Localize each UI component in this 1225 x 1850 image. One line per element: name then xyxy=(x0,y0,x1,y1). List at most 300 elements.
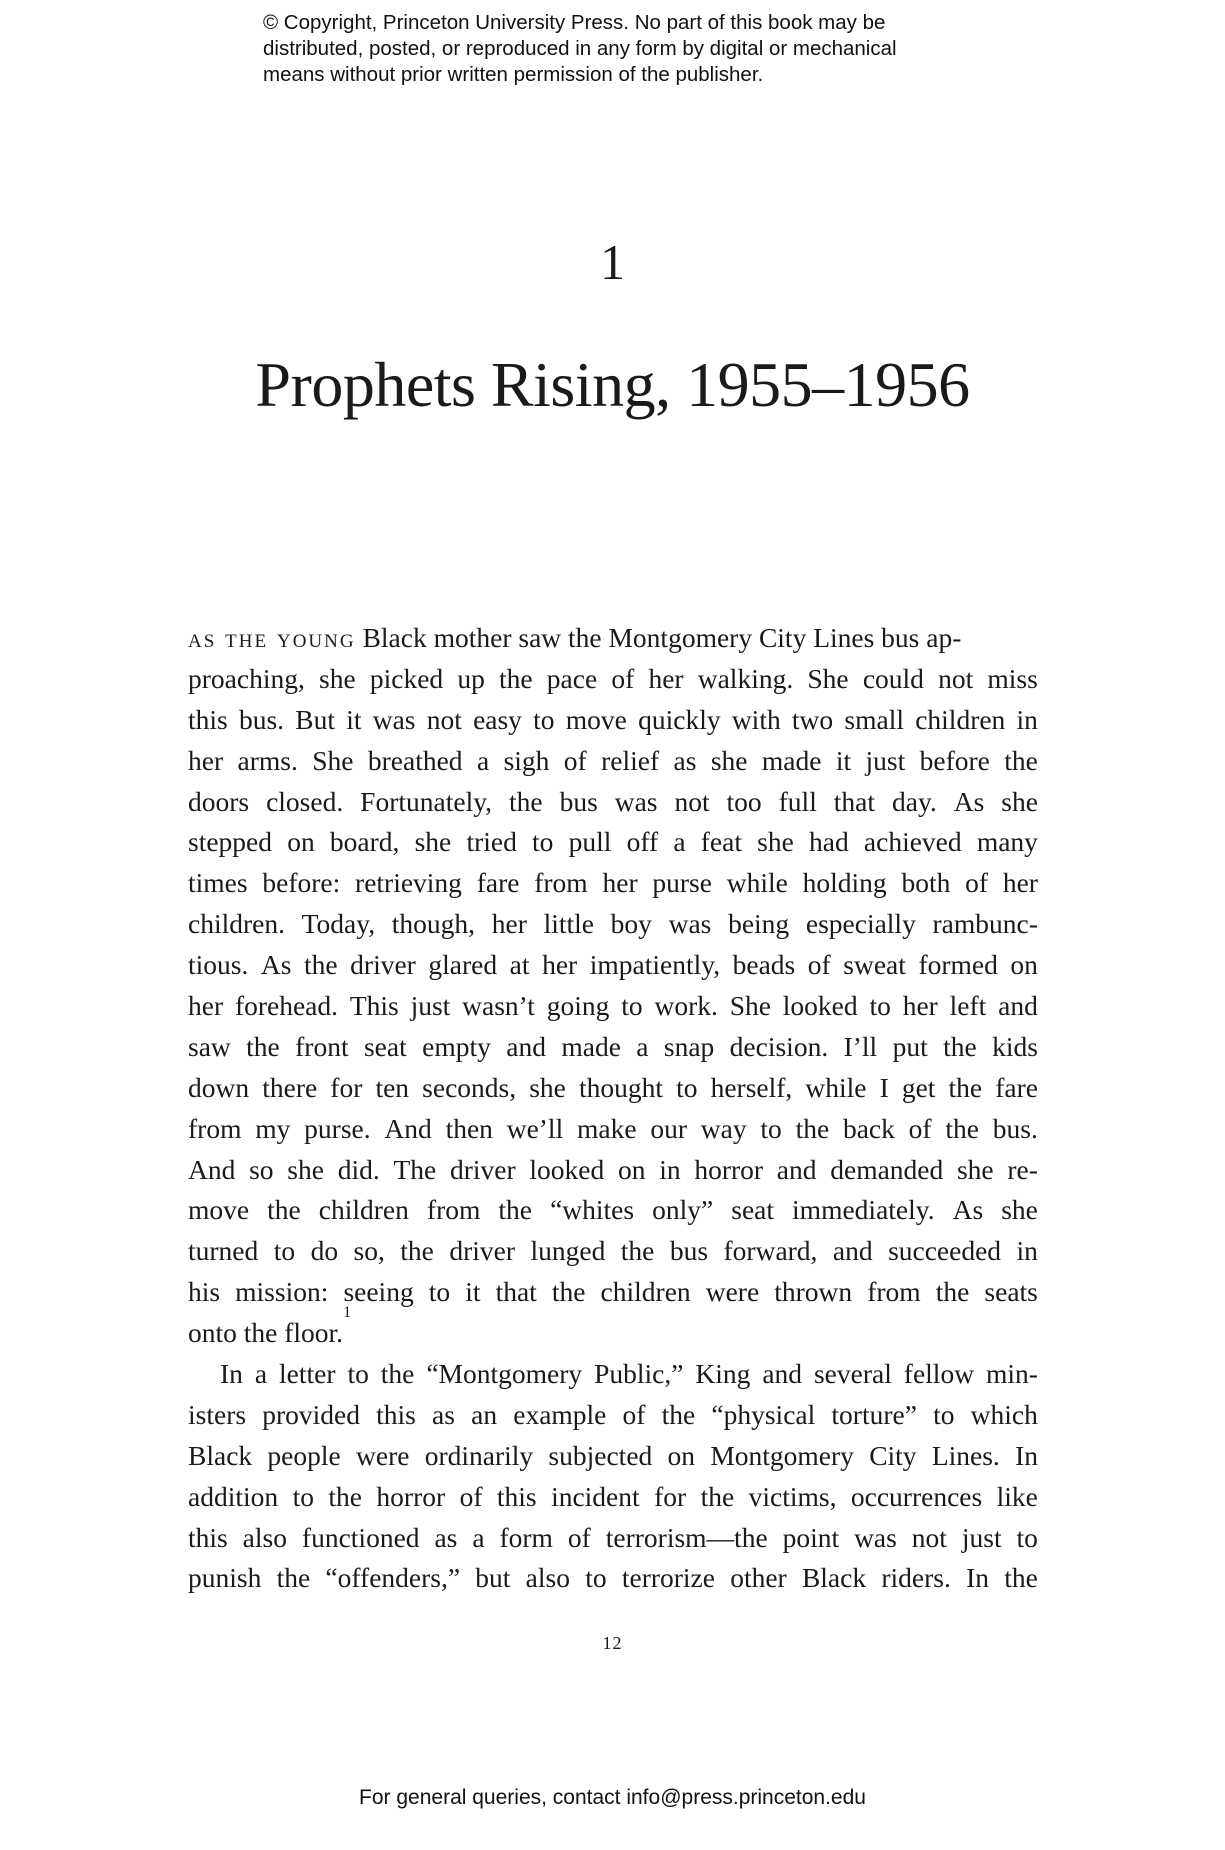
word: Fortunately, xyxy=(360,785,493,817)
word: a xyxy=(254,1358,268,1390)
text-line xyxy=(188,1354,1038,1395)
word: up xyxy=(457,662,485,694)
word: As xyxy=(260,949,292,981)
word: a xyxy=(472,1521,485,1553)
word: her xyxy=(188,990,224,1022)
word: were xyxy=(356,1439,410,1471)
word: not xyxy=(911,1521,947,1553)
word: incident xyxy=(551,1480,640,1512)
word: driver xyxy=(350,949,416,981)
text-line xyxy=(188,1231,1038,1272)
word: City xyxy=(869,1439,917,1471)
word: that xyxy=(833,785,876,817)
word: children xyxy=(915,703,1006,735)
word: especially xyxy=(805,908,916,940)
word: to xyxy=(676,1071,698,1103)
word: to xyxy=(532,826,554,858)
word: Today, xyxy=(301,908,376,940)
word: wasn’t xyxy=(462,990,535,1022)
word: for xyxy=(654,1480,687,1512)
text-line xyxy=(188,1190,1038,1231)
word: before: xyxy=(262,867,341,899)
word: on xyxy=(667,1439,696,1471)
word: a xyxy=(476,744,490,776)
word: on xyxy=(1010,949,1038,981)
word: “Montgomery xyxy=(426,1358,583,1390)
word: small xyxy=(844,703,904,735)
word: from xyxy=(188,1112,242,1144)
word: seconds, xyxy=(422,1071,517,1103)
text-line xyxy=(188,1304,1038,1354)
word: impatiently, xyxy=(589,949,721,981)
word: She xyxy=(729,990,771,1022)
word: demanded xyxy=(830,1153,944,1185)
word: pace xyxy=(546,662,598,694)
word: herself, xyxy=(710,1071,793,1103)
word: retrieving xyxy=(355,867,462,899)
word: as xyxy=(432,1398,455,1430)
word: bus xyxy=(669,1235,709,1267)
word: of xyxy=(622,1398,646,1430)
word: sweat xyxy=(843,949,906,981)
word: a xyxy=(636,1030,649,1062)
text-line xyxy=(188,822,1038,863)
word: walking. xyxy=(697,662,794,694)
word: miss xyxy=(987,662,1038,694)
word: before xyxy=(919,744,990,776)
text-line xyxy=(188,741,1038,782)
word: there xyxy=(262,1071,318,1103)
word: thrown xyxy=(774,1276,853,1308)
word: the xyxy=(246,1030,280,1062)
word: looked xyxy=(782,990,858,1022)
word: riders. xyxy=(881,1562,951,1594)
chapter-number: 1 xyxy=(600,234,625,290)
word: stepped xyxy=(188,826,273,858)
word: were xyxy=(705,1276,760,1308)
copyright-line: © Copyright, Princeton University Press. No part of this book may be xyxy=(263,11,886,34)
word: it xyxy=(465,1276,481,1308)
word: her xyxy=(1002,867,1038,899)
word: And xyxy=(384,1112,432,1144)
word: turned xyxy=(188,1235,259,1267)
line-text: Black mother saw the Montgomery City Lines bus ap- xyxy=(362,622,962,653)
word: she xyxy=(287,1153,324,1185)
word: quickly xyxy=(638,703,721,735)
word: of xyxy=(611,662,635,694)
copyright-notice xyxy=(263,10,1023,88)
word: ordinarily xyxy=(424,1439,534,1471)
word: of xyxy=(567,1521,591,1553)
word: rambunc- xyxy=(932,908,1038,940)
word: fellow xyxy=(903,1358,975,1390)
word: I xyxy=(879,1071,889,1103)
footer-contact: For general queries, contact info@press.princeton.edu xyxy=(359,1786,866,1809)
word: punish xyxy=(188,1562,262,1594)
text-line xyxy=(188,1518,1038,1559)
word: her xyxy=(542,949,578,981)
word: my xyxy=(255,1112,291,1144)
text-line xyxy=(188,618,1038,659)
word: only” xyxy=(652,1194,714,1226)
word: from xyxy=(426,1194,481,1226)
word: was xyxy=(372,703,416,735)
word: terrorism—the xyxy=(605,1521,768,1553)
word: of xyxy=(563,744,587,776)
word: going xyxy=(546,990,610,1022)
word: “physical xyxy=(711,1398,816,1430)
word: And xyxy=(188,1153,236,1185)
word: like xyxy=(996,1480,1038,1512)
word: and xyxy=(762,1358,803,1390)
word: just xyxy=(410,990,451,1022)
body-text xyxy=(188,618,1038,1599)
word: she xyxy=(710,744,748,776)
word: her xyxy=(602,867,638,899)
text-line xyxy=(188,945,1038,986)
word: did. xyxy=(337,1153,380,1185)
word: In xyxy=(1015,1439,1038,1471)
word: relief xyxy=(601,744,660,776)
word: King xyxy=(695,1358,751,1390)
word: to xyxy=(621,990,643,1022)
word: to xyxy=(292,1480,314,1512)
word: of xyxy=(459,1480,483,1512)
word: children xyxy=(600,1276,691,1308)
copyright-line: distributed, posted, or reproduced in any form by digital or mechanical xyxy=(263,37,897,60)
word: her xyxy=(902,990,938,1022)
word: it xyxy=(346,703,362,735)
word: easy xyxy=(473,703,522,735)
word: the xyxy=(498,1194,533,1226)
word: seat xyxy=(363,1030,407,1062)
word: and xyxy=(832,1235,873,1267)
word: tious. xyxy=(188,949,249,981)
word: had xyxy=(809,826,849,858)
word: put xyxy=(892,1030,928,1062)
word: the xyxy=(304,949,338,981)
word: to xyxy=(1016,1521,1038,1553)
word: lunged xyxy=(530,1235,606,1267)
word: it xyxy=(835,744,852,776)
text-line xyxy=(188,1027,1038,1068)
word: made xyxy=(561,1030,621,1062)
word: example xyxy=(513,1398,607,1430)
word: In xyxy=(966,1562,989,1594)
word: to xyxy=(760,1112,782,1144)
word: Black xyxy=(188,1439,253,1471)
word: glared xyxy=(428,949,498,981)
word: not xyxy=(674,785,710,817)
word: we’ll xyxy=(506,1112,564,1144)
word: while xyxy=(726,867,788,899)
word: too xyxy=(726,785,762,817)
word: She xyxy=(312,744,354,776)
word: but xyxy=(475,1562,511,1594)
word: was xyxy=(668,908,712,940)
word: torture” xyxy=(831,1398,917,1430)
word: seat xyxy=(731,1194,775,1226)
word: the xyxy=(795,1112,830,1144)
text-line xyxy=(188,700,1038,741)
word: left xyxy=(949,990,987,1022)
text-line xyxy=(188,1068,1038,1109)
word: though, xyxy=(391,908,476,940)
word: of xyxy=(965,867,989,899)
word: to xyxy=(428,1276,451,1308)
word: the xyxy=(380,1358,415,1390)
word: driver xyxy=(449,1235,516,1267)
word: work. xyxy=(654,990,718,1022)
word: the xyxy=(267,1194,301,1226)
word: then xyxy=(445,1112,493,1144)
text-line xyxy=(188,986,1038,1027)
word: her xyxy=(491,908,527,940)
word: I’ll xyxy=(843,1030,878,1062)
word: the xyxy=(276,1562,311,1594)
word: She xyxy=(807,662,849,694)
word: and xyxy=(776,1153,817,1185)
word: Lines. xyxy=(931,1439,1000,1471)
footnote-marker[interactable]: 1 xyxy=(343,1304,352,1322)
text-line xyxy=(188,1150,1038,1191)
word: seeing xyxy=(343,1276,414,1308)
word: little xyxy=(543,908,594,940)
word: the xyxy=(935,1276,970,1308)
word: her xyxy=(188,744,224,776)
word: addition xyxy=(188,1480,279,1512)
word: move xyxy=(565,703,627,735)
word: with xyxy=(731,703,781,735)
word: for xyxy=(330,1071,363,1103)
word: people xyxy=(267,1439,341,1471)
word: two xyxy=(791,703,834,735)
word: boy xyxy=(610,908,652,940)
opening-smallcaps: as the young xyxy=(188,622,356,653)
word: this xyxy=(188,703,228,735)
word: min- xyxy=(986,1358,1038,1390)
word: which xyxy=(970,1398,1038,1430)
word: get xyxy=(901,1071,936,1103)
word: of xyxy=(807,949,831,981)
word: his xyxy=(188,1276,221,1308)
word: as xyxy=(673,744,697,776)
word: was xyxy=(614,785,658,817)
word: made xyxy=(761,744,822,776)
word: bus. xyxy=(238,703,285,735)
page-number: 12 xyxy=(602,1633,623,1653)
word: the xyxy=(943,1030,977,1062)
word: an xyxy=(471,1398,498,1430)
word: full xyxy=(778,785,817,817)
word: occurrences xyxy=(850,1480,983,1512)
word: breathed xyxy=(367,744,463,776)
word: terrorize xyxy=(621,1562,715,1594)
word: in xyxy=(1016,1235,1038,1267)
word: while xyxy=(805,1071,867,1103)
word: proaching, xyxy=(188,662,305,694)
word: front xyxy=(295,1030,349,1062)
word: move xyxy=(188,1194,250,1226)
word: she xyxy=(1001,1194,1038,1226)
word: “whites xyxy=(550,1194,635,1226)
word: both xyxy=(901,867,951,899)
word: so xyxy=(249,1153,274,1185)
word: Montgomery xyxy=(710,1439,854,1471)
word: just xyxy=(865,744,906,776)
word: seats xyxy=(984,1276,1038,1308)
word: re- xyxy=(1007,1153,1038,1185)
word: victims, xyxy=(748,1480,837,1512)
word: ten xyxy=(375,1071,410,1103)
word: fare xyxy=(995,1071,1038,1103)
word: saw xyxy=(188,1030,231,1062)
word: she xyxy=(529,1071,566,1103)
word: mission: xyxy=(235,1276,329,1308)
word: kids xyxy=(992,1030,1038,1062)
word: functioned xyxy=(301,1521,420,1553)
text-line xyxy=(188,1477,1038,1518)
text-line xyxy=(188,1558,1038,1599)
word: formed xyxy=(918,949,998,981)
word: that xyxy=(495,1276,537,1308)
word: to xyxy=(347,1358,369,1390)
word: driver xyxy=(449,1153,516,1185)
word: Black xyxy=(801,1562,867,1594)
word: also xyxy=(525,1562,570,1594)
word: so, xyxy=(353,1235,385,1267)
text-line xyxy=(188,1109,1038,1150)
word: just xyxy=(961,1521,1002,1553)
word: subjected xyxy=(548,1439,653,1471)
word: on xyxy=(287,826,315,858)
word: to xyxy=(869,990,891,1022)
word: do xyxy=(310,1235,339,1267)
word: snap xyxy=(663,1030,715,1062)
word: children xyxy=(318,1194,409,1226)
word: the xyxy=(499,662,533,694)
word: children. xyxy=(188,908,285,940)
word: looked xyxy=(529,1153,605,1185)
line-text: onto the floor. xyxy=(188,1317,344,1349)
word: arms. xyxy=(237,744,298,776)
word: “offenders,” xyxy=(325,1562,461,1594)
word: bus. xyxy=(992,1112,1038,1144)
text-line xyxy=(188,782,1038,823)
word: feat xyxy=(700,826,742,858)
word: this xyxy=(376,1398,416,1430)
word: her xyxy=(648,662,684,694)
word: the xyxy=(661,1398,696,1430)
word: other xyxy=(730,1562,787,1594)
word: many xyxy=(976,826,1038,858)
word: this xyxy=(496,1480,537,1512)
word: this xyxy=(188,1521,228,1553)
chapter-title: Prophets Rising, 1955–1956 xyxy=(255,349,970,420)
text-line xyxy=(188,1436,1038,1477)
word: as xyxy=(434,1521,458,1553)
text-line xyxy=(188,863,1038,904)
word: she xyxy=(1001,785,1038,817)
word: horror xyxy=(376,1480,446,1512)
word: purse. xyxy=(304,1112,371,1144)
text-line xyxy=(188,1272,1038,1313)
word: bus xyxy=(559,785,598,817)
word: horror xyxy=(694,1153,764,1185)
word: Public,” xyxy=(594,1358,684,1390)
word: holding xyxy=(802,867,887,899)
word: succeeded xyxy=(888,1235,1002,1267)
text-line xyxy=(188,904,1038,945)
word: not xyxy=(938,662,974,694)
word: achieved xyxy=(863,826,962,858)
word: doors xyxy=(188,785,250,817)
text-line xyxy=(188,1395,1038,1436)
word: in xyxy=(1016,703,1038,735)
word: she xyxy=(414,826,452,858)
word: off xyxy=(626,826,659,858)
word: purse xyxy=(652,867,712,899)
word: pull xyxy=(568,826,612,858)
word: letter xyxy=(279,1358,336,1390)
word: from xyxy=(867,1276,921,1308)
word: to xyxy=(933,1398,955,1430)
word: sigh xyxy=(503,744,550,776)
word: the xyxy=(948,1071,983,1103)
word: to xyxy=(273,1235,296,1267)
word: in xyxy=(659,1153,681,1185)
word: This xyxy=(349,990,399,1022)
word: day. xyxy=(892,785,937,817)
word: a xyxy=(673,826,686,858)
word: the xyxy=(1004,1562,1038,1594)
word: forehead. xyxy=(234,990,339,1022)
copyright-line: means without prior written permission of the publisher. xyxy=(263,63,764,86)
word: forward, xyxy=(723,1235,818,1267)
word: to xyxy=(585,1562,607,1594)
word: But xyxy=(295,703,335,735)
word: provided xyxy=(262,1398,360,1430)
word: fare xyxy=(476,867,520,899)
word: being xyxy=(728,908,790,940)
word: she xyxy=(956,1153,994,1185)
word: down xyxy=(188,1071,250,1103)
word: way xyxy=(700,1112,747,1144)
word: form xyxy=(499,1521,553,1553)
word: from xyxy=(534,867,588,899)
word: not xyxy=(426,703,462,735)
word: and xyxy=(998,990,1038,1022)
word: the xyxy=(945,1112,979,1144)
word: and xyxy=(506,1030,546,1062)
word: could xyxy=(862,662,924,694)
word: of xyxy=(908,1112,932,1144)
word: immediately. xyxy=(792,1194,935,1226)
word: The xyxy=(393,1153,437,1185)
word: closed. xyxy=(266,785,344,817)
word: point xyxy=(782,1521,840,1553)
word: make xyxy=(577,1112,637,1144)
word: decision. xyxy=(729,1030,829,1062)
opening-line-content xyxy=(188,618,961,659)
word: was xyxy=(854,1521,897,1553)
word: the xyxy=(1004,744,1038,776)
word: the xyxy=(328,1480,362,1512)
word: times xyxy=(188,867,248,899)
word: the xyxy=(509,785,543,817)
word: our xyxy=(650,1112,688,1144)
word: several xyxy=(813,1358,892,1390)
